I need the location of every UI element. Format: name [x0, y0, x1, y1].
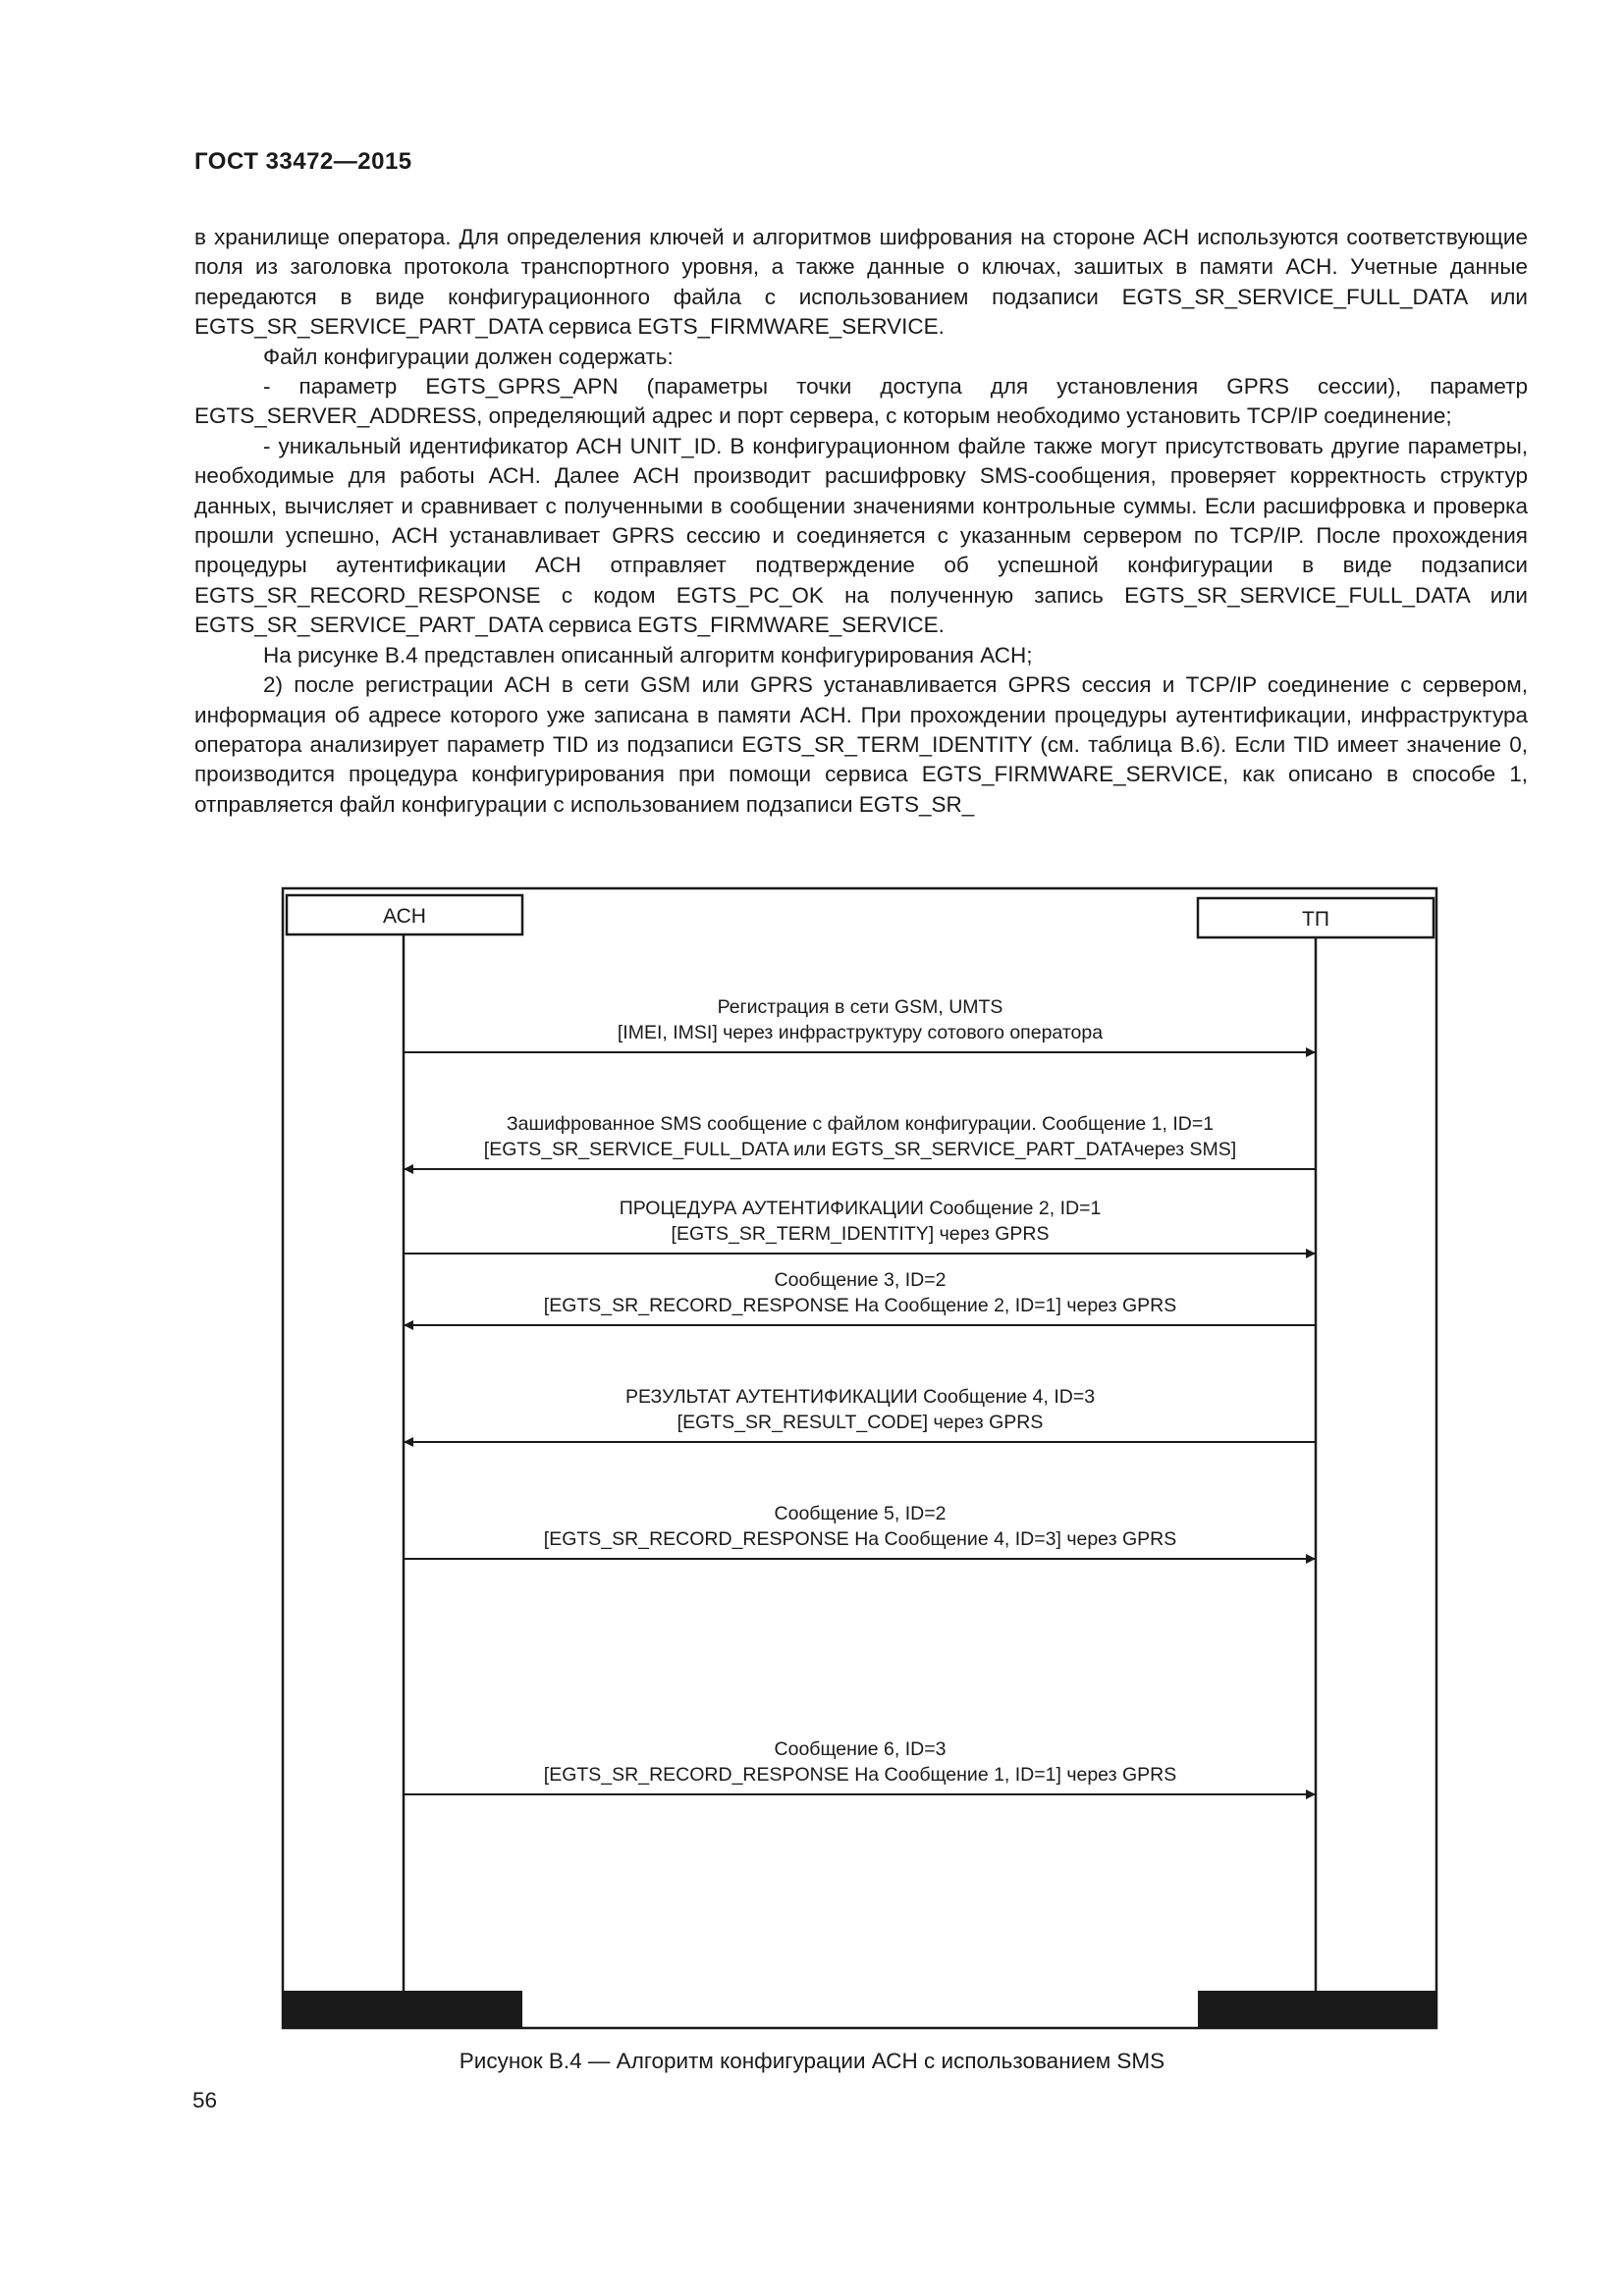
paragraph: На рисунке В.4 представлен описанный алгоритм конфигурирования АСН;	[263, 642, 1033, 667]
message-label-line1: Регистрация в сети GSM, UMTS	[717, 996, 1003, 1018]
right-actor-label: ТП	[1302, 908, 1329, 931]
left-actor-footer-bar	[284, 1991, 522, 2028]
document-header: ГОСТ 33472—2015	[194, 148, 412, 175]
paragraph: - уникальный идентификатор АСН UNIT_ID. В конфигурационном файле также могут присутствовать другие параметры, необходимые для работы АСН. Далее АСН производит расшифровку SMS-сообщения, проверяет корректность структур данных, вычисляет и сравнивает с полученными в сообщении значениями контрольные суммы. Если расшифровка и проверка прошли успешно, АСН устанавливает GPRS сессию и соединяется с указанным сервером по TCP/IP. После прохождения процедуры аутентификации АСН отправляет подтверждение об успешной конфигурации в виде подзаписи EGTS_SR_RECORD_RESPONSE с кодом EGTS_PC_OK на полученную запись EGTS_SR_SERVICE_FULL_DATA или EGTS_SR_SERVICE_PART_DATA сервиса EGTS_FIRMWARE_SERVICE.	[194, 433, 1528, 638]
message-label-line2: [EGTS_SR_TERM_IDENTITY] через GPRS	[671, 1223, 1050, 1245]
message-label-line2: [EGTS_SR_RECORD_RESPONSE На Сообщение 4, ID=3] через GPRS	[543, 1528, 1177, 1550]
message-label-line1: ПРОЦЕДУРА АУТЕНТИФИКАЦИИ Сообщение 2, ID=1	[619, 1198, 1102, 1219]
message-label-line1: Сообщение 6, ID=3	[774, 1738, 947, 1760]
message-label-line2: [EGTS_SR_RECORD_RESPONSE На Сообщение 2, ID=1] через GPRS	[543, 1295, 1177, 1316]
paragraph: в хранилище оператора. Для определения ключей и алгоритмов шифрования на стороне АСН используются соответствующие поля из заголовка протокола транспортного уровня, а также данные о ключах, зашитых в памяти АСН. Учетные данные передаются в виде конфигурационного файла с использованием подзаписи EGTS_SR_SERVICE_FULL_DATA или EGTS_SR_SERVICE_PART_DATA сервиса EGTS_FIRMWARE_SERVICE.	[194, 225, 1528, 340]
page-number: 56	[192, 2088, 218, 2112]
message-label-line1: Сообщение 5, ID=2	[774, 1503, 947, 1524]
message-label-line2: [IMEI, IMSI] через инфраструктуру сотового оператора	[617, 1022, 1104, 1043]
message-label-line1: РЕЗУЛЬТАТ АУТЕНТИФИКАЦИИ Сообщение 4, ID=3	[624, 1386, 1096, 1408]
paragraph: - параметр EGTS_GPRS_APN (параметры точки доступа для установления GPRS сессии), параметр EGTS_SERVER_ADDRESS, определяющий адрес и порт сервера, с которым необходимо установить TCP/IP соединение;	[194, 374, 1528, 429]
message-label-line1: Зашифрованное SMS сообщение с файлом конфигурации. Сообщение 1, ID=1	[506, 1113, 1215, 1135]
figure-caption: Рисунок В.4 — Алгоритм конфигурации АСН с использованием SMS	[459, 2049, 1165, 2073]
diagram-frame	[283, 888, 1436, 2028]
left-actor-label: АСН	[383, 905, 426, 928]
message-label-line2: [EGTS_SR_SERVICE_FULL_DATA или EGTS_SR_SERVICE_PART_DATAчерез SMS]	[483, 1139, 1237, 1160]
right-actor-footer-bar	[1198, 1991, 1436, 2028]
paragraph: Файл конфигурации должен содержать:	[263, 344, 674, 369]
message-label-line1: Сообщение 3, ID=2	[774, 1269, 947, 1291]
message-label-line2: [EGTS_SR_RECORD_RESPONSE На Сообщение 1, ID=1] через GPRS	[543, 1764, 1177, 1786]
message-label-line2: [EGTS_SR_RESULT_CODE] через GPRS	[677, 1412, 1044, 1433]
paragraph: 2) после регистрации АСН в сети GSM или GPRS устанавливается GPRS сессия и TCP/IP соединение с сервером, информация об адресе которого уже записана в памяти АСН. При прохождении процедуры аутентификации, инфраструктура оператора анализирует параметр TID из подзаписи EGTS_SR_TERM_IDENTITY (см. таблица В.6). Если TID имеет значение 0, производится процедура конфигурирования при помощи сервиса EGTS_FIRMWARE_SERVICE, как описано в способе 1, отправляется файл конфигурации с использованием подзаписи EGTS_SR_	[194, 672, 1528, 817]
